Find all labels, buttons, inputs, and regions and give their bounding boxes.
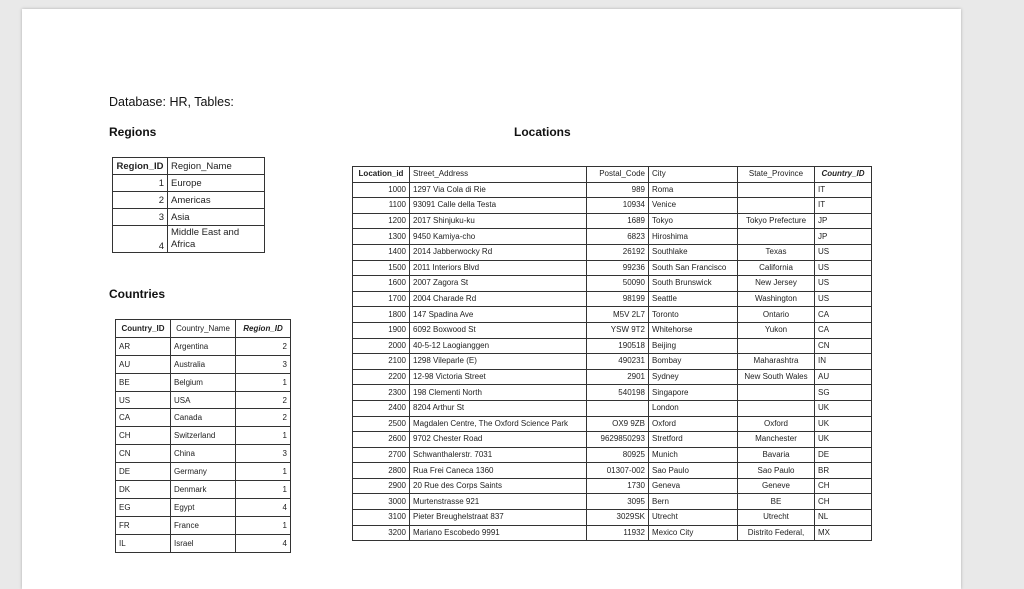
table-cell: South San Francisco <box>649 260 738 276</box>
table-cell: SG <box>815 385 872 401</box>
table-cell <box>587 400 649 416</box>
table-cell: 98199 <box>587 291 649 307</box>
table-cell <box>738 198 815 214</box>
column-header: Street_Address <box>410 167 587 183</box>
table-cell: Bombay <box>649 354 738 370</box>
table-cell: Tokyo Prefecture <box>738 213 815 229</box>
table-cell: Texas <box>738 244 815 260</box>
table-cell: 1000 <box>353 182 410 198</box>
table-header-row <box>113 158 265 175</box>
table-cell: 1 <box>236 463 291 481</box>
table-cell: Germany <box>171 463 236 481</box>
table-cell: OX9 9ZB <box>587 416 649 432</box>
table-cell: 2800 <box>353 463 410 479</box>
table-row <box>353 416 872 432</box>
table-cell: South Brunswick <box>649 276 738 292</box>
table-cell: 2 <box>113 192 168 209</box>
table-cell: 989 <box>587 182 649 198</box>
table-cell: 2300 <box>353 385 410 401</box>
column-header: Region_Name <box>168 158 265 175</box>
table-cell: 6823 <box>587 229 649 245</box>
table-cell: US <box>815 244 872 260</box>
table-cell: London <box>649 400 738 416</box>
table-row <box>353 463 872 479</box>
column-header: Postal_Code <box>587 167 649 183</box>
table-cell <box>738 385 815 401</box>
table-cell: 1700 <box>353 291 410 307</box>
table-cell: JP <box>815 213 872 229</box>
table-cell: New Jersey <box>738 276 815 292</box>
table-cell: IT <box>815 198 872 214</box>
table-cell: 540198 <box>587 385 649 401</box>
table-cell: Geneve <box>738 478 815 494</box>
table-cell: 147 Spadina Ave <box>410 307 587 323</box>
table-cell: Manchester <box>738 432 815 448</box>
table-row <box>353 385 872 401</box>
table-cell: Asia <box>168 209 265 226</box>
table-row <box>353 369 872 385</box>
table-cell: China <box>171 445 236 463</box>
table-cell: Whitehorse <box>649 322 738 338</box>
table-cell: 80925 <box>587 447 649 463</box>
table-row <box>353 354 872 370</box>
table-cell: 198 Clementi North <box>410 385 587 401</box>
document-title: Database: HR, Tables: <box>109 95 234 109</box>
table-row <box>116 427 291 445</box>
table-row <box>353 400 872 416</box>
regions-heading: Regions <box>109 125 157 139</box>
table-cell <box>738 338 815 354</box>
table-row <box>116 463 291 481</box>
table-cell: DK <box>116 481 171 499</box>
table-row <box>116 373 291 391</box>
table-cell: Americas <box>168 192 265 209</box>
table-cell: Sydney <box>649 369 738 385</box>
table-cell: 93091 Calle della Testa <box>410 198 587 214</box>
table-row <box>353 432 872 448</box>
table-cell: 2700 <box>353 447 410 463</box>
table-row <box>116 391 291 409</box>
table-cell: 3 <box>236 355 291 373</box>
table-row <box>116 498 291 516</box>
table-cell: 2901 <box>587 369 649 385</box>
table-cell: 1298 Vileparle (E) <box>410 354 587 370</box>
table-cell: Schwanthalerstr. 7031 <box>410 447 587 463</box>
table-row <box>353 322 872 338</box>
table-cell: EG <box>116 498 171 516</box>
table-cell: UK <box>815 416 872 432</box>
table-cell: 2014 Jabberwocky Rd <box>410 244 587 260</box>
table-cell: 3 <box>113 209 168 226</box>
table-row <box>353 338 872 354</box>
table-cell: 6092 Boxwood St <box>410 322 587 338</box>
column-header: State_Province <box>738 167 815 183</box>
table-cell: 1800 <box>353 307 410 323</box>
table-cell: CH <box>116 427 171 445</box>
table-cell: 9450 Kamiya-cho <box>410 229 587 245</box>
table-cell: 1200 <box>353 213 410 229</box>
table-cell: Magdalen Centre, The Oxford Science Park <box>410 416 587 432</box>
table-cell: 2100 <box>353 354 410 370</box>
table-row <box>116 516 291 534</box>
table-cell: Oxford <box>738 416 815 432</box>
table-row <box>353 229 872 245</box>
table-cell: 2 <box>236 391 291 409</box>
table-cell: Utrecht <box>649 510 738 526</box>
table-cell: USA <box>171 391 236 409</box>
table-cell <box>738 400 815 416</box>
table-cell: 1600 <box>353 276 410 292</box>
table-cell: 1730 <box>587 478 649 494</box>
column-header: Region_ID <box>113 158 168 175</box>
table-row <box>116 534 291 552</box>
table-cell: 1900 <box>353 322 410 338</box>
table-cell: 1 <box>236 481 291 499</box>
table-cell: 10934 <box>587 198 649 214</box>
table-cell: 190518 <box>587 338 649 354</box>
table-cell <box>738 229 815 245</box>
table-cell: 1400 <box>353 244 410 260</box>
table-cell: Munich <box>649 447 738 463</box>
table-cell: Europe <box>168 175 265 192</box>
table-cell: 11932 <box>587 525 649 541</box>
table-cell: M5V 2L7 <box>587 307 649 323</box>
table-cell: Stretford <box>649 432 738 448</box>
table-cell: BE <box>738 494 815 510</box>
table-cell: Mexico City <box>649 525 738 541</box>
table-cell: 2 <box>236 337 291 355</box>
table-row <box>116 445 291 463</box>
table-cell: 4 <box>236 498 291 516</box>
table-cell: Bavaria <box>738 447 815 463</box>
table-cell: CA <box>815 322 872 338</box>
table-cell: CH <box>815 478 872 494</box>
table-cell: 20 Rue des Corps Saints <box>410 478 587 494</box>
table-row <box>353 494 872 510</box>
table-cell: YSW 9T2 <box>587 322 649 338</box>
table-cell: Hiroshima <box>649 229 738 245</box>
table-cell: Washington <box>738 291 815 307</box>
table-cell: 3100 <box>353 510 410 526</box>
column-header: Location_id <box>353 167 410 183</box>
column-header: City <box>649 167 738 183</box>
table-cell: 2900 <box>353 478 410 494</box>
table-cell: 40-5-12 Laogianggen <box>410 338 587 354</box>
table-row <box>353 478 872 494</box>
table-cell: 01307-002 <box>587 463 649 479</box>
table-cell: 9629850293 <box>587 432 649 448</box>
countries-heading: Countries <box>109 287 166 301</box>
table-cell: Seattle <box>649 291 738 307</box>
table-cell: 12-98 Victoria Street <box>410 369 587 385</box>
table-row <box>113 209 265 226</box>
table-cell: 2500 <box>353 416 410 432</box>
locations-table <box>352 166 872 541</box>
table-cell: AR <box>116 337 171 355</box>
table-row <box>113 192 265 209</box>
table-cell: 1300 <box>353 229 410 245</box>
table-cell: Yukon <box>738 322 815 338</box>
table-cell: US <box>815 260 872 276</box>
table-cell: Tokyo <box>649 213 738 229</box>
table-cell: BE <box>116 373 171 391</box>
table-cell: 8204 Arthur St <box>410 400 587 416</box>
table-cell: Egypt <box>171 498 236 516</box>
table-cell: JP <box>815 229 872 245</box>
table-cell: Middle East and Africa <box>168 226 265 253</box>
table-cell: France <box>171 516 236 534</box>
regions-table <box>112 157 265 253</box>
table-cell: CN <box>116 445 171 463</box>
table-cell: US <box>116 391 171 409</box>
table-cell: 99236 <box>587 260 649 276</box>
table-cell: Beijing <box>649 338 738 354</box>
table-cell: 1 <box>236 427 291 445</box>
table-cell: Geneva <box>649 478 738 494</box>
table-cell: Venice <box>649 198 738 214</box>
column-header: Region_ID <box>236 320 291 338</box>
table-row <box>116 337 291 355</box>
table-cell: New South Wales <box>738 369 815 385</box>
table-cell: Singapore <box>649 385 738 401</box>
table-cell: 2011 Interiors Blvd <box>410 260 587 276</box>
table-cell: Ontario <box>738 307 815 323</box>
table-cell: US <box>815 291 872 307</box>
table-row <box>353 198 872 214</box>
table-row <box>353 510 872 526</box>
table-cell: 2600 <box>353 432 410 448</box>
table-row <box>353 213 872 229</box>
table-cell: Mariano Escobedo 9991 <box>410 525 587 541</box>
table-cell: 490231 <box>587 354 649 370</box>
table-cell: 3095 <box>587 494 649 510</box>
table-cell: Sao Paulo <box>649 463 738 479</box>
column-header: Country_ID <box>815 167 872 183</box>
table-cell: Utrecht <box>738 510 815 526</box>
table-cell: Belgium <box>171 373 236 391</box>
table-cell: 3000 <box>353 494 410 510</box>
table-cell: DE <box>116 463 171 481</box>
table-cell: 4 <box>236 534 291 552</box>
table-row <box>353 182 872 198</box>
table-cell: Canada <box>171 409 236 427</box>
table-cell: AU <box>116 355 171 373</box>
table-row <box>353 244 872 260</box>
table-cell: CH <box>815 494 872 510</box>
table-cell: UK <box>815 432 872 448</box>
table-row <box>353 525 872 541</box>
table-row <box>113 226 265 253</box>
table-row <box>353 291 872 307</box>
table-cell: 50090 <box>587 276 649 292</box>
table-cell: IL <box>116 534 171 552</box>
table-cell: 1 <box>236 516 291 534</box>
table-cell: Switzerland <box>171 427 236 445</box>
table-cell: Pieter Breughelstraat 837 <box>410 510 587 526</box>
table-cell: 2400 <box>353 400 410 416</box>
table-cell: CA <box>116 409 171 427</box>
table-cell: Roma <box>649 182 738 198</box>
table-cell: BR <box>815 463 872 479</box>
table-cell: 26192 <box>587 244 649 260</box>
column-header: Country_Name <box>171 320 236 338</box>
table-cell: 2200 <box>353 369 410 385</box>
table-cell: Oxford <box>649 416 738 432</box>
table-row <box>353 260 872 276</box>
table-cell: DE <box>815 447 872 463</box>
table-cell: Bern <box>649 494 738 510</box>
table-cell: Maharashtra <box>738 354 815 370</box>
table-cell: 2017 Shinjuku-ku <box>410 213 587 229</box>
table-cell: FR <box>116 516 171 534</box>
table-cell: Sao Paulo <box>738 463 815 479</box>
table-cell: 3200 <box>353 525 410 541</box>
table-cell: 2004 Charade Rd <box>410 291 587 307</box>
table-cell: 3 <box>236 445 291 463</box>
table-row <box>353 276 872 292</box>
table-cell: Australia <box>171 355 236 373</box>
table-cell: MX <box>815 525 872 541</box>
table-cell: Toronto <box>649 307 738 323</box>
table-cell <box>738 182 815 198</box>
table-cell: US <box>815 276 872 292</box>
table-row <box>113 175 265 192</box>
table-cell: Distrito Federal, <box>738 525 815 541</box>
table-cell: UK <box>815 400 872 416</box>
table-cell: Denmark <box>171 481 236 499</box>
table-header-row <box>116 320 291 338</box>
table-cell: 1500 <box>353 260 410 276</box>
table-cell: 1297 Via Cola di Rie <box>410 182 587 198</box>
table-cell: Murtenstrasse 921 <box>410 494 587 510</box>
table-cell: 2 <box>236 409 291 427</box>
table-cell: 2007 Zagora St <box>410 276 587 292</box>
table-cell: 2000 <box>353 338 410 354</box>
table-cell: IT <box>815 182 872 198</box>
locations-heading: Locations <box>514 125 571 139</box>
table-cell: CA <box>815 307 872 323</box>
table-row <box>116 355 291 373</box>
table-cell: CN <box>815 338 872 354</box>
table-row <box>353 307 872 323</box>
table-cell: NL <box>815 510 872 526</box>
table-cell: Israel <box>171 534 236 552</box>
table-cell: Rua Frei Caneca 1360 <box>410 463 587 479</box>
column-header: Country_ID <box>116 320 171 338</box>
table-cell: 1689 <box>587 213 649 229</box>
table-cell: 1100 <box>353 198 410 214</box>
table-row <box>116 481 291 499</box>
document-page <box>22 9 961 589</box>
table-cell: 9702 Chester Road <box>410 432 587 448</box>
table-cell: 1 <box>113 175 168 192</box>
table-cell: 3029SK <box>587 510 649 526</box>
table-header-row <box>353 167 872 183</box>
table-cell: Argentina <box>171 337 236 355</box>
table-cell: California <box>738 260 815 276</box>
table-cell: AU <box>815 369 872 385</box>
table-row <box>116 409 291 427</box>
countries-table <box>115 319 291 553</box>
table-cell: IN <box>815 354 872 370</box>
table-row <box>353 447 872 463</box>
table-cell: 4 <box>113 226 168 253</box>
table-cell: 1 <box>236 373 291 391</box>
table-cell: Southlake <box>649 244 738 260</box>
